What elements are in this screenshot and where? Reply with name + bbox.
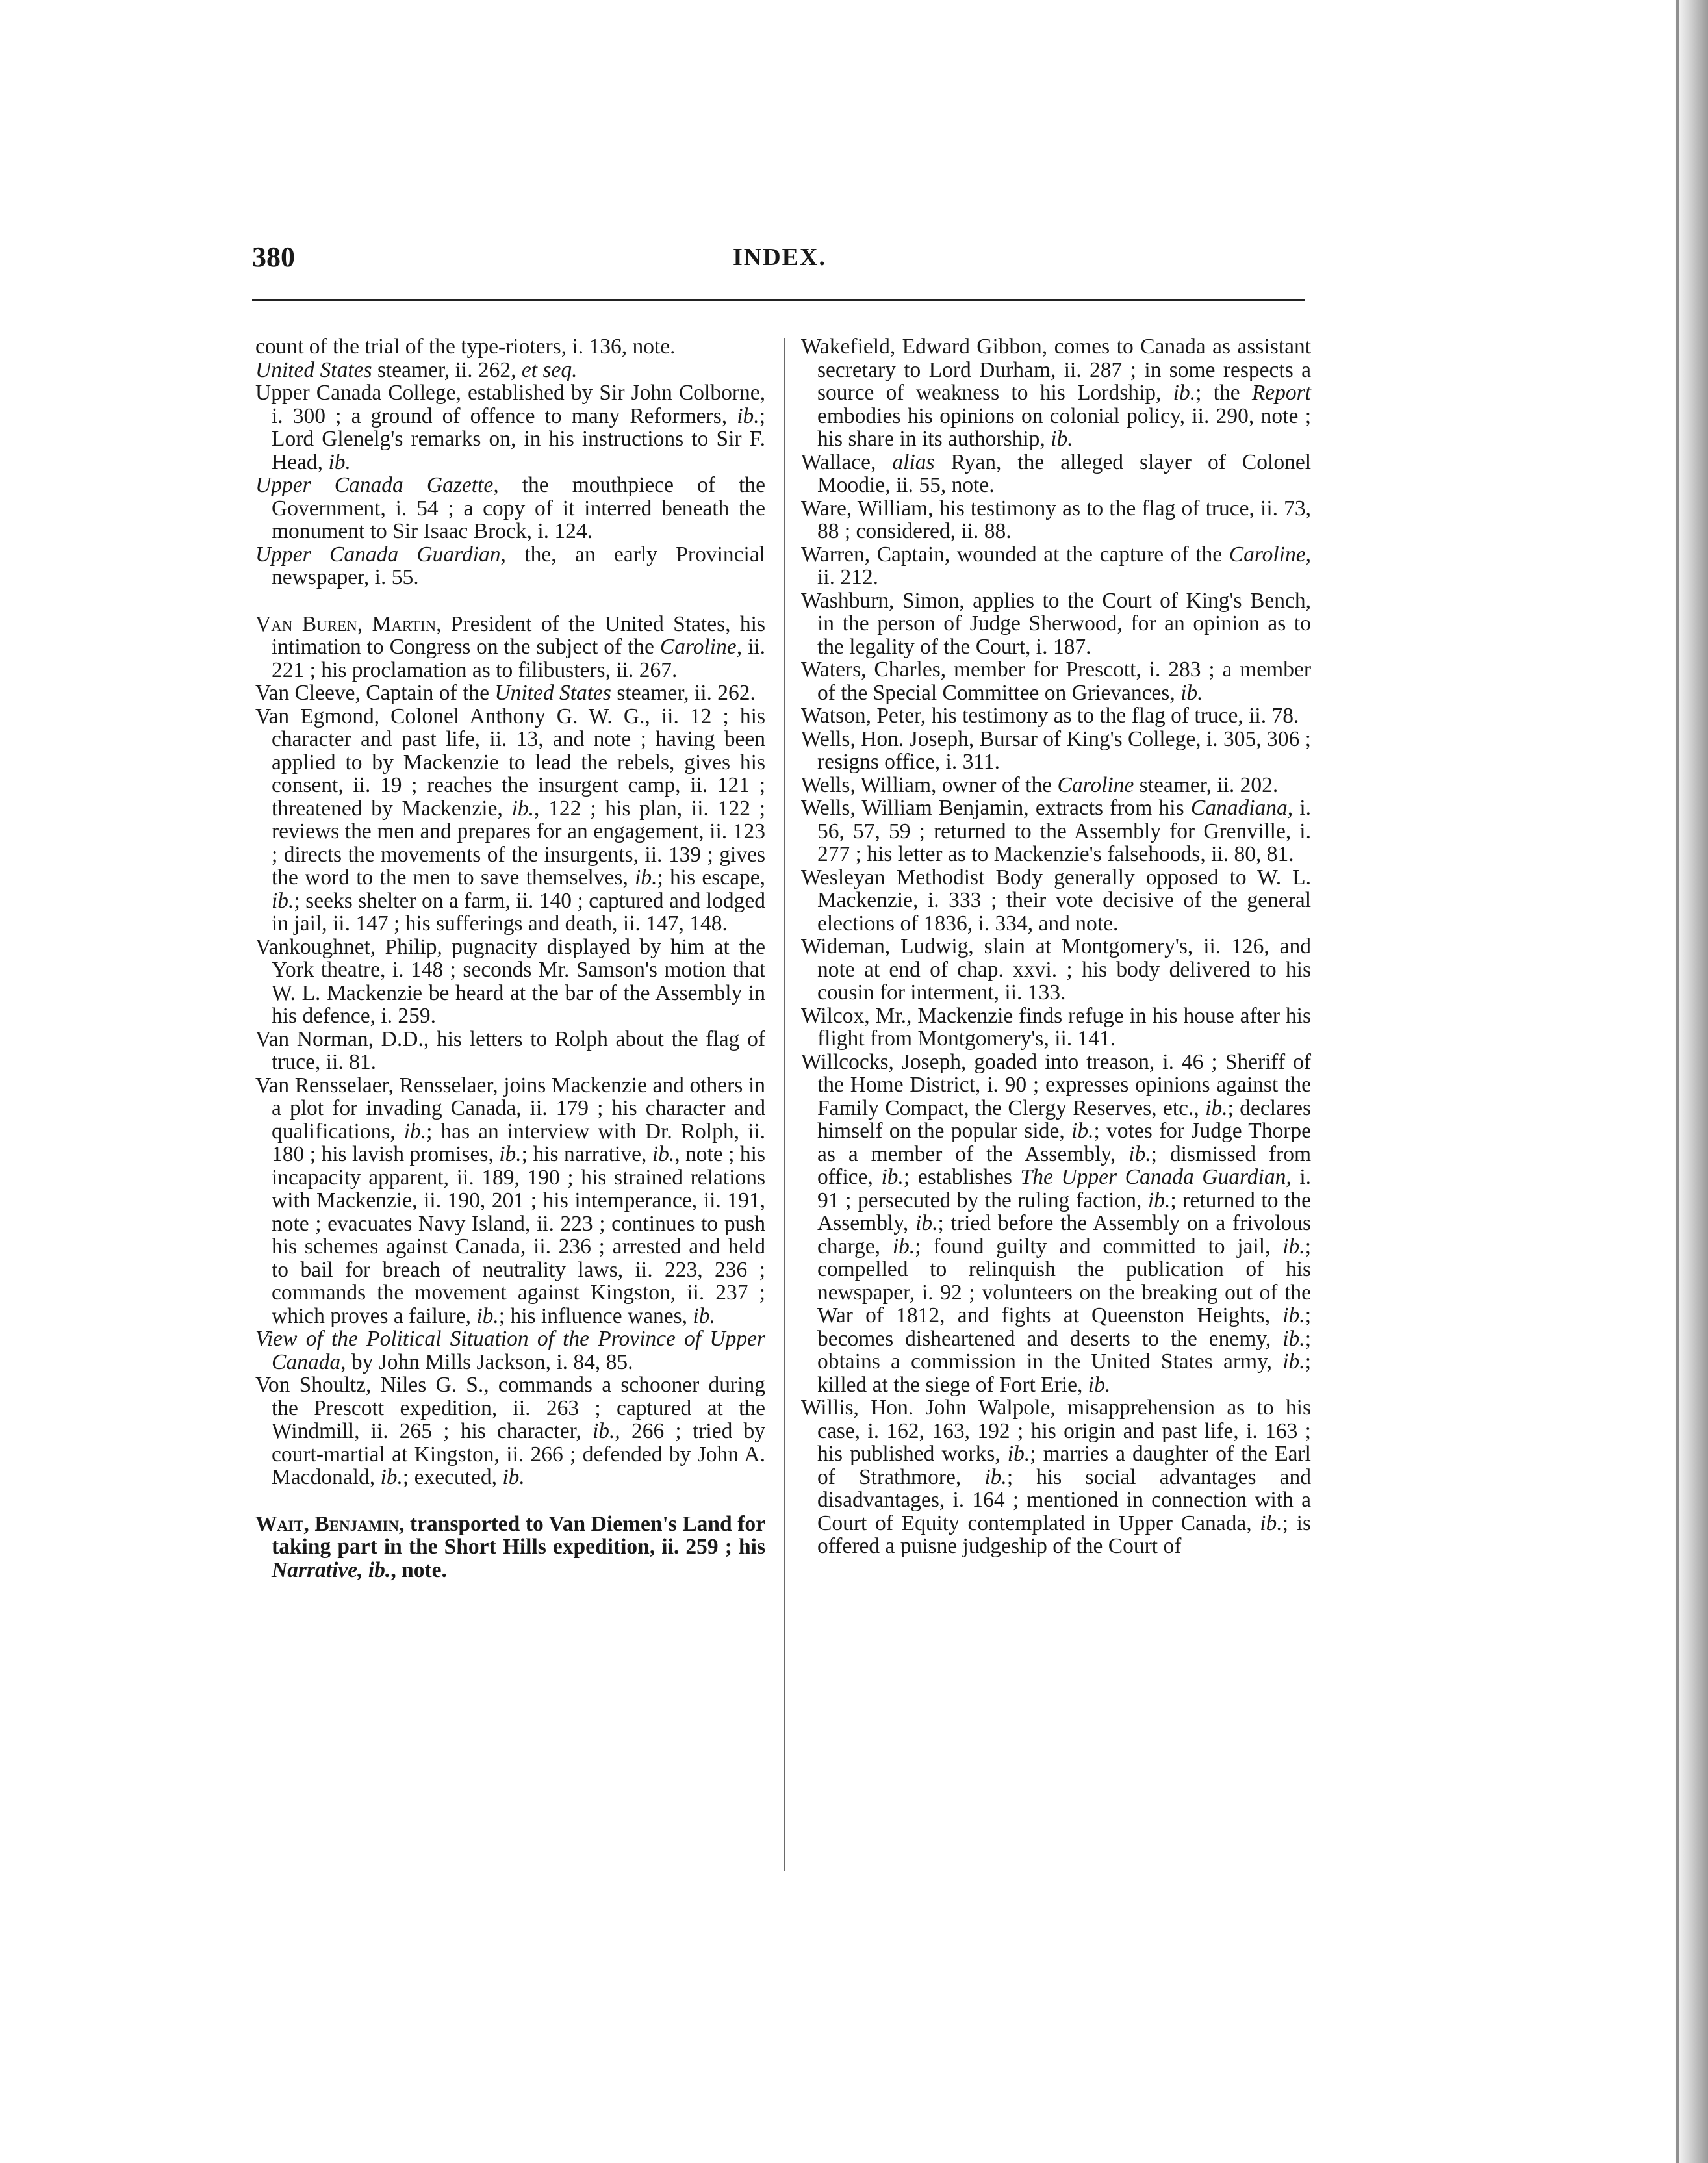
entry-text: Wait, Benjamin, — [255, 1511, 405, 1536]
index-entry — [801, 1051, 1311, 1397]
entry-text: President of the United States, his intimation to Congress on the subject of the — [272, 611, 765, 659]
entry-text: ; his social advantages and disadvantages, i. 164 ; mentioned in connection with a Court of Equity contemplated in Upper Canada, — [817, 1465, 1312, 1535]
entry-text: Van Egmond, Colonel Anthony G. W. G., ii. 12 ; his character and past life, ii. 13, and note ; having been applied to by Mackenzie to lead the rebels, gives his consent, ii. 19 ; reaches the insurgent camp, ii. 121 ; threatened by Mackenzie, — [255, 704, 765, 821]
entry-text: alias — [892, 450, 935, 474]
entry-text: The Upper Canada Guardian, — [1020, 1165, 1292, 1189]
index-entry — [255, 936, 765, 1028]
entry-text: ; his influence wanes, — [498, 1303, 693, 1328]
entry-text: Caroline, — [659, 635, 743, 659]
entry-text: steamer, ii. 262, — [372, 357, 522, 382]
entry-text: ib. — [592, 1419, 615, 1443]
entry-text: ib. — [984, 1465, 1007, 1489]
entry-text: Wilcox, Mr., Mackenzie finds refuge in his house after his flight from Montgomery's, ii. 141. — [801, 1003, 1311, 1051]
entry-text: ib. — [1260, 1511, 1282, 1535]
entry-text: ; found guilty and committed to jail, — [915, 1234, 1283, 1259]
entry-text: ; his narrative, — [521, 1142, 652, 1166]
entry-text: ib. — [1051, 427, 1073, 451]
entry-text: ib. — [1205, 1095, 1228, 1120]
entry-text: Von Shoultz, Niles G. S., commands a schooner during the Prescott expedition, ii. 263 ; captured at the Windmill, ii. 265 ; his character, — [255, 1373, 765, 1443]
entry-text: United States — [255, 357, 372, 382]
entry-text: ib. — [502, 1465, 525, 1489]
entry-text: ib. — [652, 1142, 675, 1166]
index-entry — [801, 728, 1311, 774]
index-entry — [801, 774, 1311, 797]
index-entry — [255, 359, 765, 382]
index-column-left — [255, 335, 765, 1581]
entry-text: steamer, ii. 262. — [611, 681, 756, 705]
page-header — [252, 240, 1305, 279]
index-entry — [801, 935, 1311, 1005]
entry-text: ; is offered a puisne judgeship of the Court of — [817, 1511, 1311, 1558]
entry-text: Watson, Peter, his testimony as to the flag of truce, ii. 78. — [801, 704, 1299, 728]
entry-text: ; tried before the Assembly on a frivolous charge, — [817, 1211, 1312, 1259]
entry-text: the, an early Provincial newspaper, i. 55. — [272, 542, 765, 589]
entry-text: ; compelled to relinquish the publication of his newspaper, i. 92 ; volunteers on the breaking out of the War of 1812, and fights at Queenston Heights, — [817, 1234, 1311, 1327]
entry-text: ib. — [1282, 1326, 1305, 1351]
entry-text: Van Cleeve, Captain of the — [255, 681, 495, 705]
entry-text: Ryan, the alleged slayer of Colonel Moodie, ii. 55, note. — [817, 450, 1311, 497]
entry-text: ib. — [635, 865, 657, 890]
entry-text: Van Norman, D.D., his letters to Rolph about the flag of truce, ii. 81. — [255, 1027, 765, 1074]
entry-text: Upper Canada College, established by Sir John Colborne, i. 300 ; a ground of offence to many Reformers, — [255, 381, 765, 428]
entry-text: ; declares himself on the popular side, — [817, 1095, 1311, 1143]
index-entry — [255, 474, 765, 543]
index-entry — [801, 451, 1311, 497]
entry-text: ib. — [915, 1211, 938, 1235]
index-entry — [255, 705, 765, 936]
entry-text: count of the trial of the type-rioters, i. 136, note. — [255, 335, 676, 359]
entry-text: Wallace, — [801, 450, 893, 474]
index-entry — [255, 381, 765, 474]
running-head: INDEX. — [733, 244, 826, 271]
entry-text: Ware, William, his testimony as to the flag of truce, ii. 73, 88 ; considered, ii. 88. — [801, 496, 1311, 543]
entry-text: ib. — [476, 1303, 499, 1328]
index-entry — [255, 543, 765, 589]
entry-text: ib. — [1282, 1303, 1305, 1327]
entry-text: i. 56, 57, 59 ; returned to the Assembly for Grenville, i. 277 ; his letter as to Mackenzie's falsehoods, ii. 80, 81. — [817, 796, 1312, 866]
entry-text: ; establishes — [903, 1165, 1021, 1189]
entry-text: ; votes for Judge Thorpe as a member of the Assembly, — [817, 1119, 1311, 1166]
entry-text: Wells, William Benjamin, extracts from his — [801, 796, 1191, 820]
index-entry — [801, 497, 1311, 543]
index-entry — [801, 1396, 1311, 1558]
page-edge-line — [1676, 0, 1679, 2163]
entry-text: ib. — [1282, 1350, 1305, 1374]
entry-gap — [255, 1489, 765, 1513]
index-entry — [255, 682, 765, 705]
index-entry — [255, 1028, 765, 1074]
entry-text: the mouthpiece of the Government, i. 54 ; a copy of it interred beneath the monument to Sir Isaac Brock, i. 124. — [272, 473, 765, 543]
entry-text: United States — [494, 681, 611, 705]
entry-text: Wideman, Ludwig, slain at Montgomery's, ii. 126, and note at end of chap. xxvi. ; his body delivered to his cousin for interment, ii. 133. — [801, 934, 1311, 1005]
entry-text: ii. 212. — [817, 565, 878, 589]
entry-text: Upper Canada Gazette, — [255, 473, 499, 497]
page-number: 380 — [252, 241, 295, 273]
index-entry — [255, 1074, 765, 1328]
entry-text: ib. — [1088, 1372, 1111, 1397]
index-entry — [801, 658, 1311, 704]
entry-text: et seq. — [521, 357, 578, 382]
entry-text: Van Rensselaer, Rensselaer, joins Mackenzie and others in a plot for invading Canada, ii. 179 ; his character and qualifications, — [255, 1073, 765, 1144]
entry-text: transported to Van Diemen's Land for taking part in the Short Hills expedition, ii. 259 ; his — [272, 1511, 766, 1559]
entry-text: Wells, William, owner of the — [801, 773, 1058, 797]
entry-text: ib. — [380, 1465, 403, 1489]
index-entry — [801, 797, 1311, 866]
entry-text: , note ; his incapacity apparent, ii. 189, 190 ; his strained relations with Mackenzie, ii. 190, 201 ; his intemperance, ii. 191, note ; evacuates Navy Island, ii. 223 ; continues to push his schemes against Canada, ii. 236 ; arrested and held to bail for breach of neutrality laws, ii. 223, 236 ; commands the movement against Kingston, ii. 237 ; which proves a failure, — [272, 1142, 766, 1328]
entry-text: ; the — [1195, 381, 1252, 405]
entry-text: , 122 ; his plan, ii. 122 ; reviews the men and prepares for an engagement, ii. 123 ; directs the movements of the insurgents, ii. 139 ; gives the word to the men to save themselves, — [272, 796, 766, 890]
index-entry — [255, 1513, 765, 1582]
entry-text: ib. — [1173, 381, 1196, 405]
index-entry — [801, 335, 1311, 451]
entry-text: by John Mills Jackson, i. 84, 85. — [346, 1350, 633, 1374]
entry-text: Narrative, ib. — [272, 1557, 391, 1582]
entry-text: Van Buren, Martin, — [255, 611, 442, 636]
entry-text: ib. — [1180, 680, 1203, 705]
entry-text: ib. — [1007, 1442, 1030, 1466]
entry-text: View of the Political Situation of the Province of Upper Canada, — [255, 1327, 765, 1374]
entry-text: ib. — [272, 888, 294, 913]
index-entry — [255, 613, 765, 682]
entry-text: ; seeks shelter on a farm, ii. 140 ; captured and lodged in jail, ii. 147 ; his sufferings and death, ii. 147, 148. — [272, 888, 765, 936]
entry-text: ib. — [1128, 1142, 1151, 1166]
entry-text: Washburn, Simon, applies to the Court of King's Bench, in the person of Judge Sherwood, for an opinion as to the legality of the Court, i. 187. — [801, 588, 1311, 659]
index-column-right — [801, 335, 1311, 1558]
index-entry — [801, 543, 1311, 589]
index-entry — [801, 1005, 1311, 1051]
entry-text: , 266 ; tried by court-martial at Kingston, ii. 266 ; defended by John A. Macdonald, — [272, 1419, 766, 1489]
entry-text: , note. — [390, 1557, 447, 1582]
entry-text: Canadiana, — [1190, 796, 1294, 820]
entry-text: ; obtains a commission in the United States army, — [817, 1326, 1311, 1374]
entry-text: Wesleyan Methodist Body generally opposed to W. L. Mackenzie, i. 333 ; their vote decisive of the general elections of 1836, i. 334, and note. — [801, 865, 1311, 936]
entry-text: Wakefield, Edward Gibbon, comes to Canada as assistant secretary to Lord Durham, ii. 287 ; in some respects a source of weakness to his Lordship, — [801, 335, 1311, 405]
entry-text: ii. 221 ; his proclamation as to filibusters, ii. 267. — [272, 635, 765, 682]
entry-text: ib. — [511, 796, 535, 821]
entry-text: ib. — [328, 450, 351, 474]
entry-text: ib. — [881, 1165, 904, 1189]
entry-text: Wells, Hon. Joseph, Bursar of King's College, i. 305, 306 ; resigns office, i. 311. — [801, 726, 1311, 774]
entry-text: i. 91 ; persecuted by the ruling faction, — [817, 1165, 1311, 1212]
entry-text: ib. — [892, 1234, 915, 1259]
entry-text: ib. — [1147, 1188, 1171, 1212]
entry-gap — [255, 589, 765, 613]
entry-text: steamer, ii. 202. — [1134, 773, 1279, 797]
entry-text: ; becomes disheartened and deserts to the enemy, — [817, 1303, 1311, 1351]
entry-text: Upper Canada Guardian, — [255, 542, 506, 567]
entry-text: ib. — [737, 403, 759, 428]
index-entry — [255, 1374, 765, 1489]
entry-text: ; marries a daughter of the Earl of Strathmore, — [817, 1442, 1311, 1489]
entry-text: embodies his opinions on colonial policy, ii. 290, note ; his share in its authorship, — [817, 403, 1311, 451]
index-entry — [801, 866, 1311, 936]
entry-text: Caroline — [1057, 773, 1134, 797]
entry-text: ; executed, — [402, 1465, 503, 1489]
entry-text: ; Lord Glenelg's remarks on, in his instructions to Sir F. Head, — [272, 403, 765, 474]
index-entry — [801, 589, 1311, 659]
entry-text: Warren, Captain, wounded at the capture of the — [801, 542, 1229, 567]
entry-text: ib. — [499, 1142, 522, 1166]
entry-text: Willcocks, Joseph, goaded into treason, i. 46 ; Sheriff of the Home District, i. 90 ; expresses opinions against the Family Compact, the Clergy Reserves, etc., — [801, 1049, 1311, 1120]
entry-text: ib. — [1282, 1234, 1305, 1259]
entry-text: Report — [1251, 381, 1311, 405]
entry-text: Vankoughnet, Philip, pugnacity displayed by him at the York theatre, i. 148 ; seconds Mr. Samson's motion that W. L. Mackenzie be heard at the bar of the Assembly in his defence, i. 259. — [255, 934, 765, 1028]
index-entry-continuation — [255, 335, 765, 359]
entry-text: ; dismissed from office, — [817, 1142, 1312, 1189]
entry-text: ; returned to the Assembly, — [817, 1188, 1311, 1235]
header-rule — [252, 299, 1305, 301]
index-entry — [801, 704, 1311, 728]
entry-text: ib. — [1071, 1119, 1094, 1143]
entry-text: Willis, Hon. John Walpole, misapprehension as to his case, i. 162, 163, 192 ; his origin and past life, i. 163 ; his published works, — [801, 1396, 1311, 1466]
entry-text: ; has an interview with Dr. Rolph, ii. 180 ; his lavish promises, — [272, 1119, 765, 1166]
entry-text: ib. — [403, 1119, 427, 1144]
entry-text: ib. — [693, 1303, 715, 1328]
entry-text: ; his escape, — [657, 865, 765, 890]
column-divider — [784, 338, 785, 1871]
entry-text: ; killed at the siege of Fort Erie, — [817, 1350, 1311, 1397]
entry-text: Waters, Charles, member for Prescott, i. 283 ; a member of the Special Committee on Grievances, — [801, 658, 1311, 705]
entry-text: Caroline, — [1229, 542, 1311, 567]
index-entry — [255, 1327, 765, 1374]
